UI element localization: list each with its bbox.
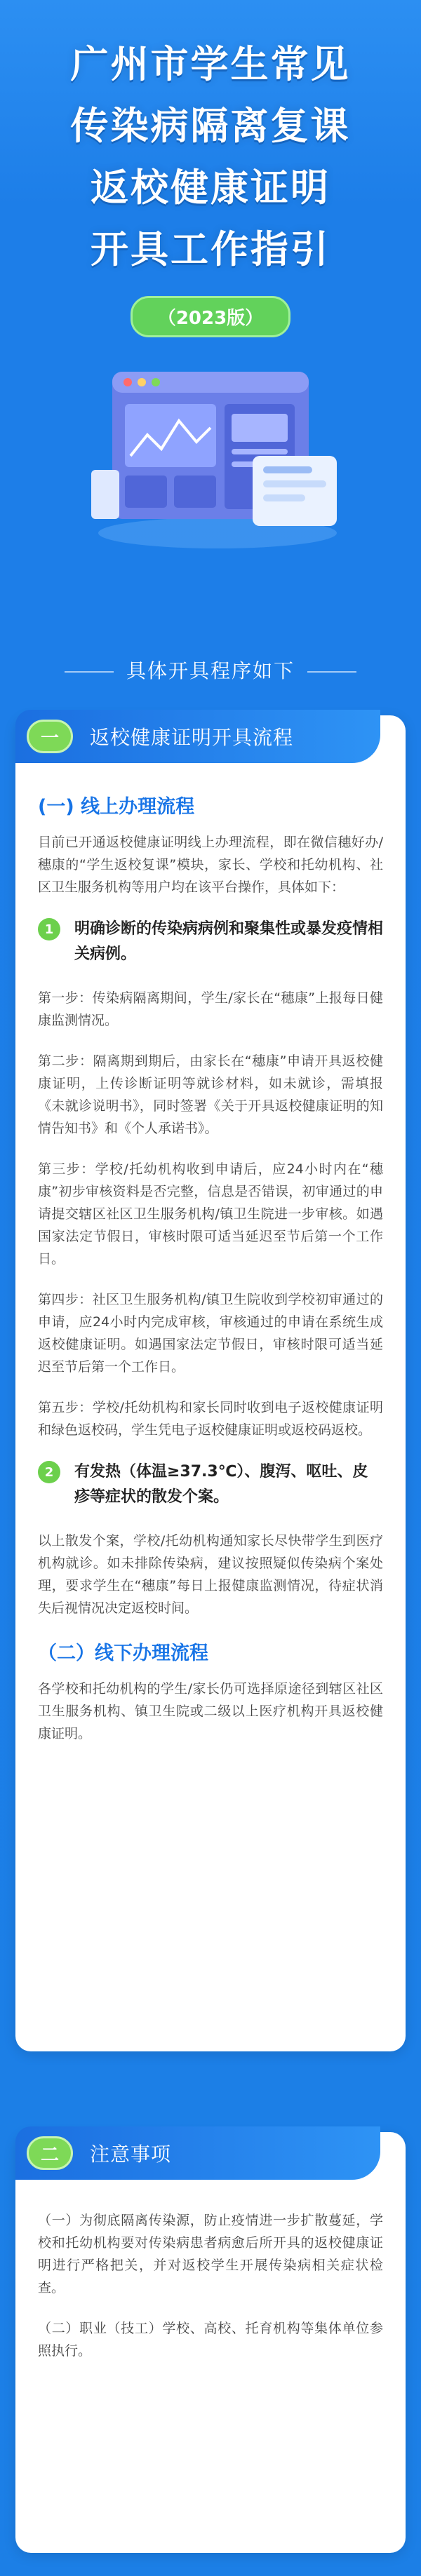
card-body (38, 778, 383, 1763)
bullet-item-1 (38, 917, 383, 967)
step-3: 第三步：学校/托幼机构收到申请后，应24小时内在“穗康”初步审核资料是否完整，信息是否错误，初审通过的申请提交辖区社区卫生服务机构/镇卫生院进一步审核。如遇国家法定节假日，审核时限可适当延迟至节后第一个工作日。 (38, 1161, 383, 1267)
scattered-cases-paragraph: 以上散发个案，学校/托幼机构通知家长尽快带学生到医疗机构就诊。如未排除传染病，建议按照疑似传染病个案处理，要求学生在“穗康”每日上报健康监测情况，待症状消失后视情况决定返校时间。 (38, 1533, 383, 1616)
card-header (15, 710, 380, 763)
bullet-text: 明确诊断的传染病病例和聚集性或暴发疫情相关病例。 (74, 920, 384, 963)
offline-process-title: （二）线下办理流程 (38, 1643, 208, 1664)
year-badge: （2023版） (131, 296, 290, 337)
browser-illustration-icon (91, 365, 344, 554)
bullet-number-badge: 2 (38, 1461, 60, 1483)
bullet-text: 有发热（体温≥37.3℃）、腹泻、呕吐、皮疹等症状的散发个案。 (74, 1463, 368, 1506)
bullet-number-badge: 1 (38, 918, 60, 940)
card-title: 注意事项 (90, 2143, 172, 2166)
intro-paragraph: 目前已开通返校健康证明线上办理流程，即在微信穗好办/穗康的“学生返校复课”模块，家长、学校和托幼机构、社区卫生服务机构等用户均在该平台操作，具体如下： (38, 835, 383, 895)
offline-paragraph: 各学校和托幼机构的学生/家长仍可选择原途径到辖区社区卫生服务机构、镇卫生院或二级以上医疗机构开具返校健康证明。 (38, 1681, 383, 1741)
online-process-title: (一) 线上办理流程 (38, 796, 195, 818)
card-certificate-process (15, 715, 406, 2051)
title-line-1: 广州市学生常见 (70, 42, 351, 86)
title-line-2: 传染病隔离复课 (70, 104, 351, 148)
card-body (38, 2209, 383, 2380)
title-line-3: 返校健康证明 (91, 166, 330, 210)
note-2: （二）职业（技工）学校、高校、托育机构等集体单位参照执行。 (38, 2321, 383, 2359)
step-5: 第五步：学校/托幼机构和家长同时收到电子返校健康证明和绿色返校码，学生凭电子返校健康证明或返校码返校。 (38, 1400, 383, 1438)
sub-heading: 具体开具程序如下 (0, 656, 421, 684)
card-header (15, 2126, 380, 2180)
section-number-badge: 一 (27, 720, 73, 753)
step-2: 第二步：隔离期到期后，由家长在“穗康”申请开具返校健康证明，上传诊断证明等就诊材料，如未就诊，需填报《未就诊说明书》，同时签署《关于开具返校健康证明的知情告知书》和《个人承诺书》。 (38, 1053, 383, 1136)
step-1: 第一步：传染病隔离期间，学生/家长在“穗康”上报每日健康监测情况。 (38, 990, 383, 1028)
section-number-badge: 二 (27, 2136, 73, 2170)
title-line-4: 开具工作指引 (91, 227, 330, 271)
header (0, 0, 421, 617)
card-notes (15, 2132, 406, 2553)
step-4: 第四步：社区卫生服务机构/镇卫生院收到学校初审通过的申请，应24小时内完成审核，审核通过的申请在系统生成返校健康证明。如遇国家法定节假日，审核时限可适当延迟至节后第一个工作日。 (38, 1292, 383, 1375)
bullet-item-2 (38, 1459, 383, 1510)
note-1: （一）为彻底隔离传染源，防止疫情进一步扩散蔓延，学校和托幼机构要对传染病患者病愈后所开具的返校健康证明进行严格把关，并对返校学生开展传染病相关症状检查。 (38, 2213, 383, 2295)
card-title: 返校健康证明开具流程 (90, 726, 294, 749)
